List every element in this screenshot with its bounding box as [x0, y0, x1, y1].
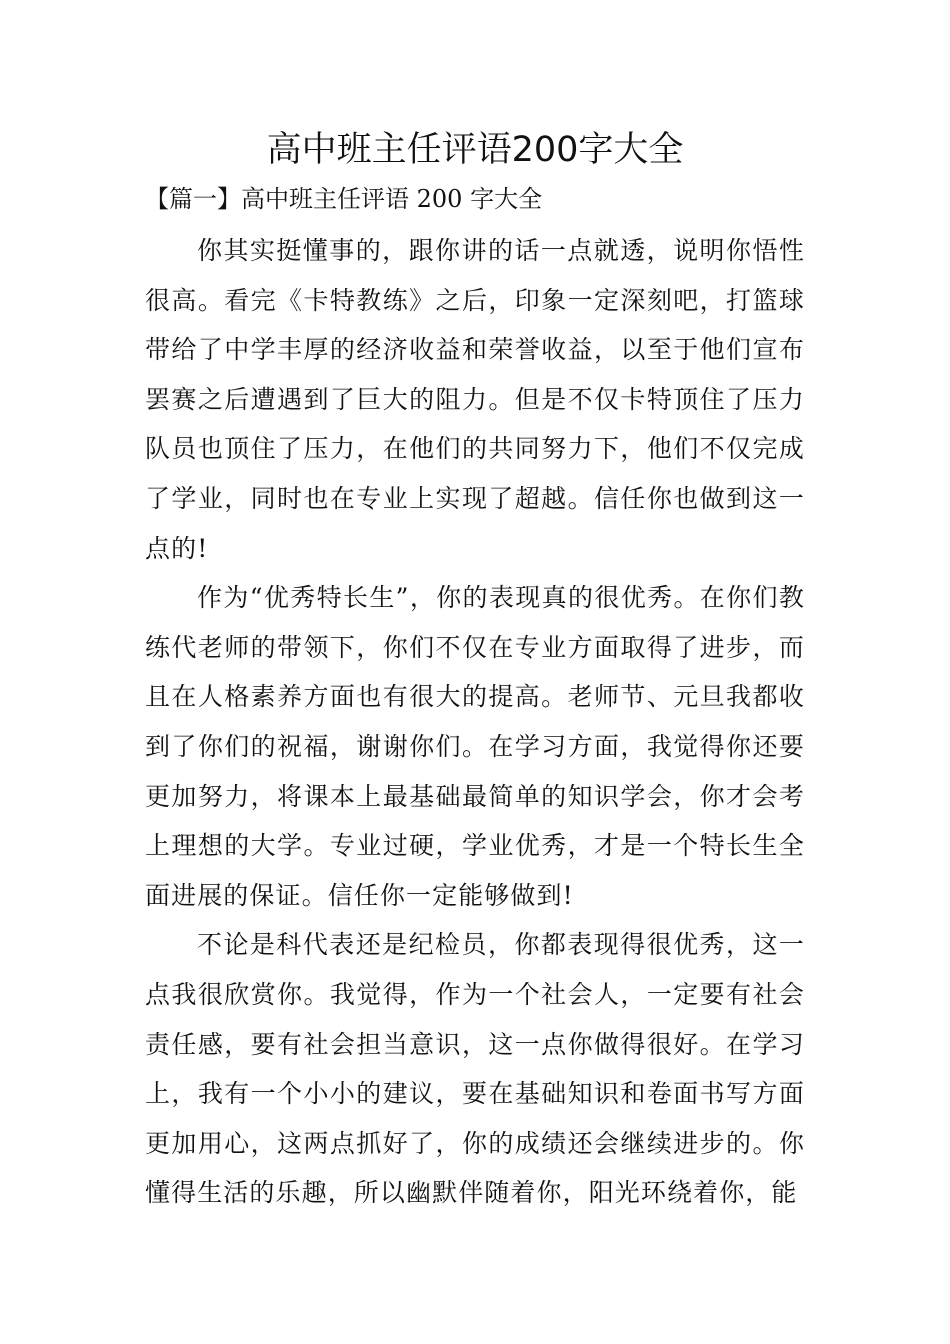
paragraph-3: 不论是科代表还是纪检员，你都表现得很优秀，这一点我很欣赏你。我觉得，作为一个社会人，一定要有社会责任感，要有社会担当意识，这一点你做得很好。在学习上，我有一个小小的建议，要在基础知识和卷面书写方面更加用心，这两点抓好了，你的成绩还会继续进步的。你懂得生活的乐趣，所以幽默伴随着你，阳光环绕着你，能 [145, 930, 805, 1208]
paragraph-1: 你其实挺懂事的，跟你讲的话一点就透，说明你悟性很高。看完《卡特教练》之后，印象一定深刻吧，打篮球带给了中学丰厚的经济收益和荣誉收益，以至于他们宣布罢赛之后遭遇到了巨大的阻力。但是不仅卡特顶住了压力队员也顶住了压力，在他们的共同努力下，他们不仅完成了学业，同时也在专业上实现了超越。信任你也做到这一点的! [145, 236, 805, 563]
section-heading: 【篇一】高中班主任评语 200 字大全 [145, 185, 543, 213]
document-body [145, 226, 805, 1218]
document-title: 高中班主任评语200字大全 [266, 130, 684, 170]
paragraph-2: 作为“优秀特长生”，你的表现真的很优秀。在你们教练代老师的带领下，你们不仅在专业方面取得了进步，而且在人格素养方面也有很大的提高。老师节、元旦我都收到了你们的祝福，谢谢你们。在学习方面，我觉得你还要更加努力，将课本上最基础最简单的知识学会，你才会考上理想的大学。专业过硬，学业优秀，才是一个特长生全面进展的保证。信任你一定能够做到! [145, 583, 805, 910]
